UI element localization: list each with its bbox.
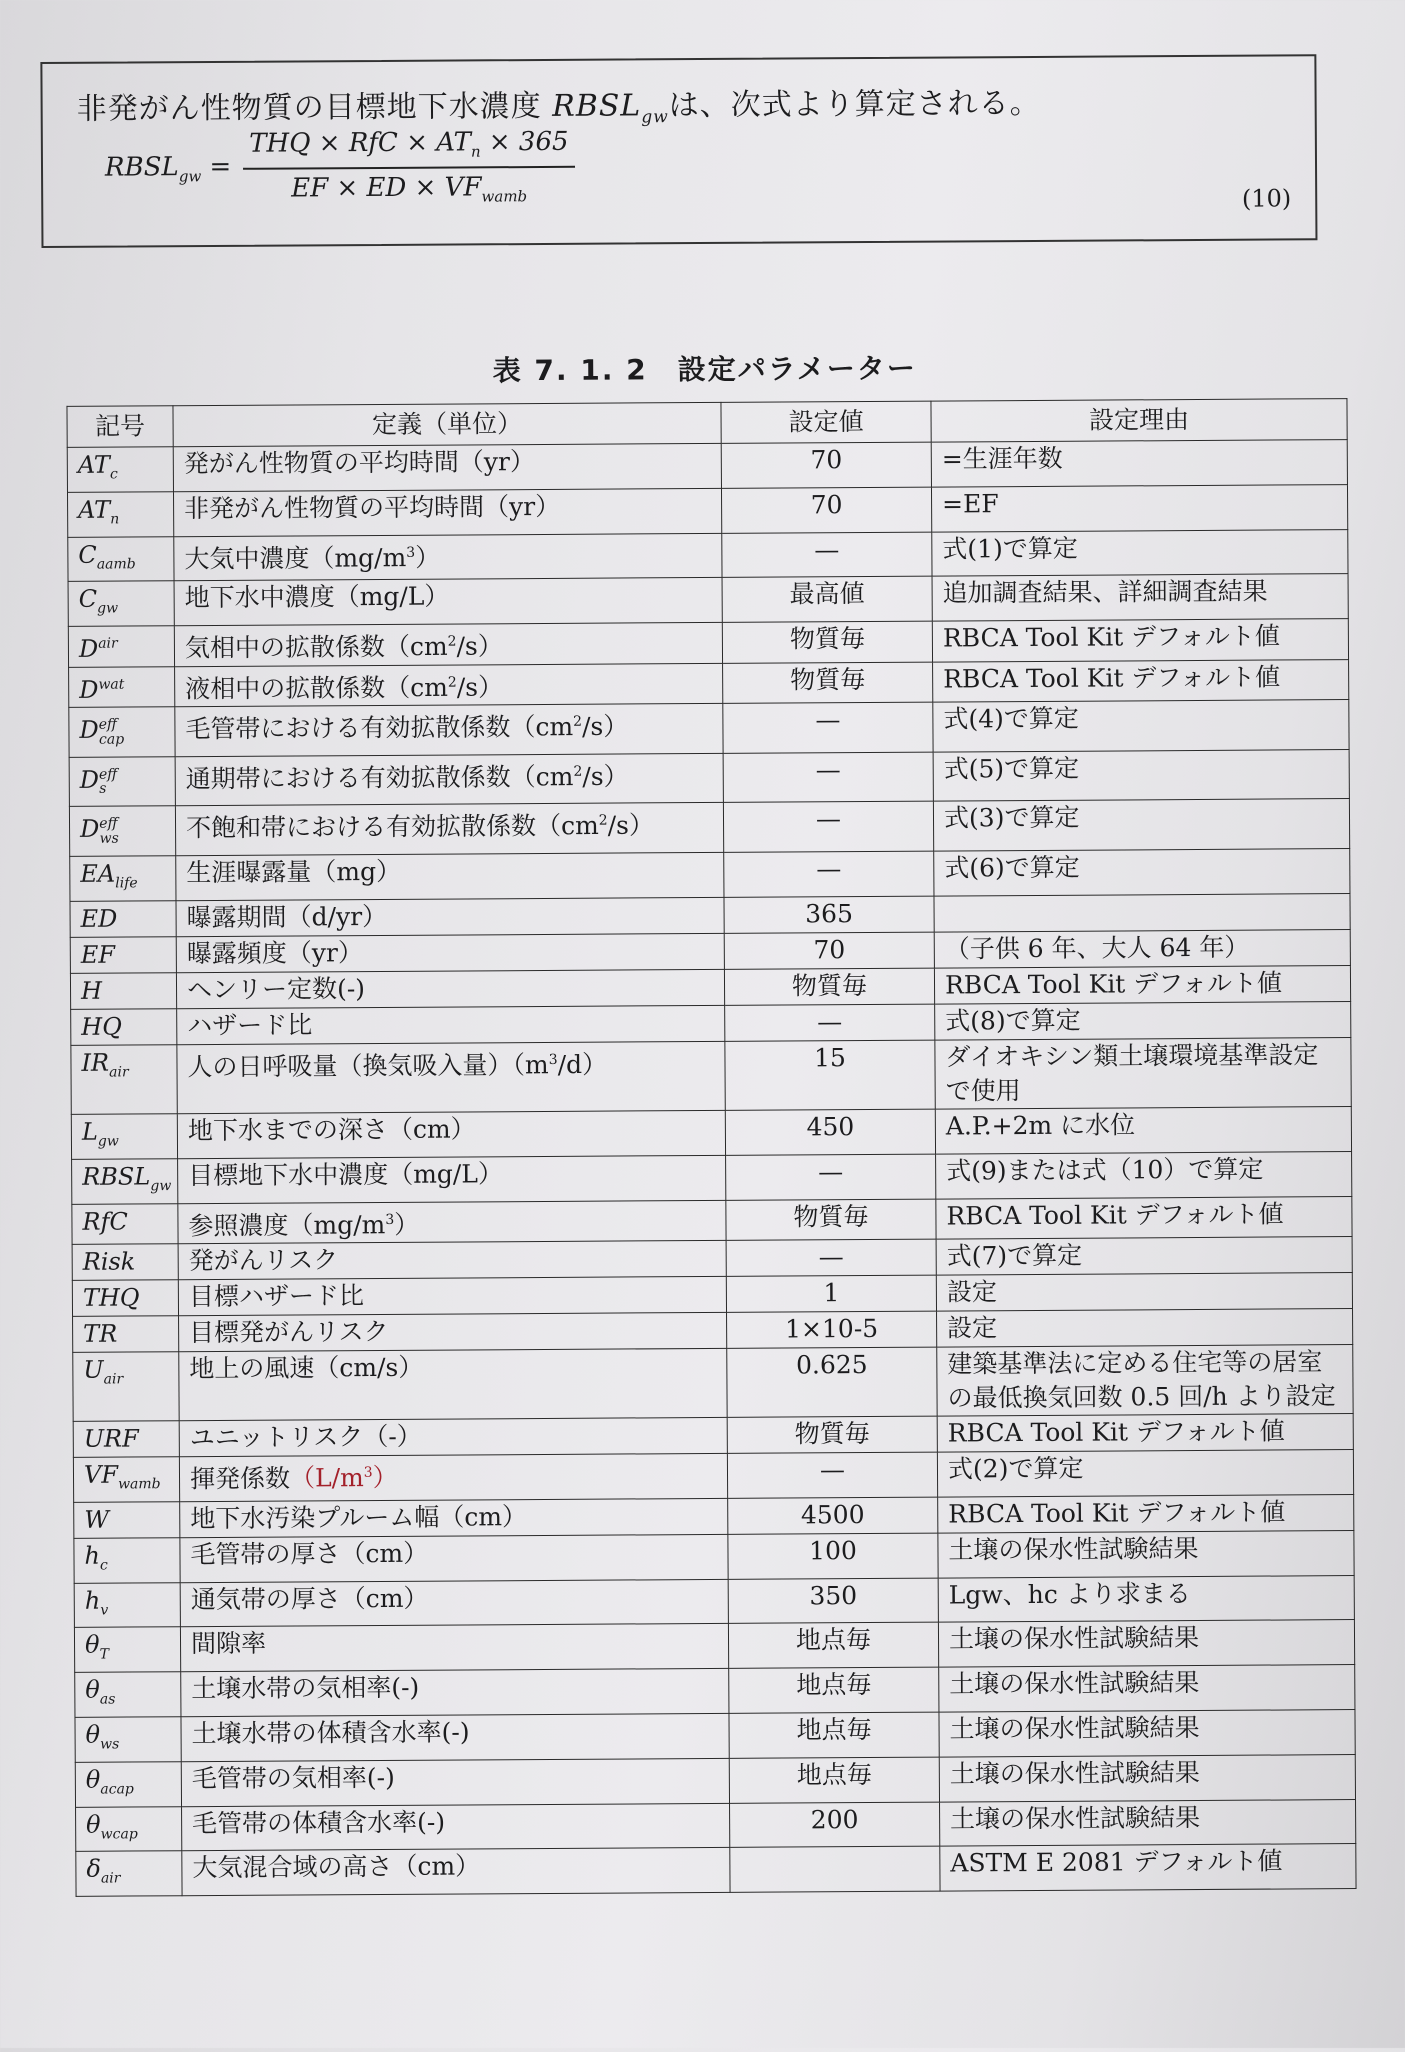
cell-value: 物質毎: [723, 662, 933, 704]
cell-definition: 毛管帯の厚さ（cm）: [180, 1534, 728, 1582]
cell-reason: RBCA Tool Kit デフォルト値: [933, 659, 1349, 702]
cell-value: 15: [725, 1040, 935, 1110]
cell-definition: 揮発係数$(L/m^3)$: [179, 1453, 727, 1501]
table-row: [73, 1345, 1353, 1422]
cell-definition: 目標地下水中濃度（mg/L）: [178, 1155, 726, 1203]
cell-value: 365: [724, 896, 934, 933]
table-row: [71, 1038, 1351, 1115]
cell-reason: 式(8)で算定: [935, 1002, 1351, 1041]
cell-value: 物質毎: [727, 1416, 937, 1453]
cell-value: 物質毎: [722, 621, 932, 663]
table-row: [75, 1754, 1355, 1807]
formula-denominator: EF × ED × $VF_{wamb}$: [291, 172, 528, 206]
table-row: [76, 1799, 1356, 1852]
cell-value: 物質毎: [724, 968, 934, 1005]
cell-symbol: $\theta_{ws}$: [75, 1717, 181, 1762]
cell-reason: 式(2)で算定: [937, 1450, 1353, 1497]
cell-value: 0.625: [727, 1347, 937, 1417]
cell-value: 1×10-5: [727, 1311, 937, 1348]
cell-value: 地点毎: [728, 1622, 938, 1668]
cell-symbol: $AT_c$: [67, 447, 173, 492]
formula-intro-suffix: は、次式より算定される。: [668, 85, 1041, 124]
table-row: [74, 1530, 1354, 1583]
header-reason: 設定理由: [931, 399, 1347, 443]
cell-symbol: $EA_{life}$: [70, 856, 176, 901]
cell-definition: 地下水汚染プルーム幅（cm）: [180, 1498, 728, 1537]
equation-number: (10): [1241, 184, 1292, 213]
cell-definition: ユニットリスク（-）: [179, 1417, 727, 1456]
cell-value: —: [726, 1154, 936, 1200]
cell-definition: 土壌水帯の体積含水率(-): [181, 1713, 729, 1761]
cell-definition: 液相中の拡散係数$(cm^2/s)$: [175, 663, 723, 707]
cell-symbol: $AT_n$: [67, 492, 173, 537]
red-unit: $(L/m^3)$: [289, 1463, 398, 1493]
cell-symbol: EF: [70, 937, 176, 974]
formula-fraction: [243, 127, 575, 207]
cell-value: —: [723, 702, 933, 753]
cell-definition: 人の日呼吸量（換気吸入量）$(m^3/d)$: [177, 1041, 725, 1113]
formula-lhs: $RBSL_{gw}$ =: [104, 151, 232, 185]
cell-definition: 発がんリスク: [178, 1240, 726, 1279]
cell-reason: 設定: [937, 1309, 1353, 1348]
formula-intro-prefix: 非発がん性物質の目標地下水濃度: [76, 88, 553, 127]
table-title: 表 7. 1. 2 設定パラメーター: [492, 351, 917, 388]
table-row: [69, 799, 1349, 857]
parameter-table: [66, 398, 1356, 1897]
table-row: [75, 1709, 1355, 1762]
cell-symbol: W: [74, 1501, 180, 1538]
cell-symbol: $h_c$: [74, 1537, 180, 1582]
cell-reason: 式(9)または式（10）で算定: [936, 1151, 1352, 1198]
cell-value: —: [727, 1452, 937, 1498]
cell-symbol: $VF_{wamb}$: [73, 1457, 179, 1502]
cell-reason: [934, 894, 1350, 933]
cell-reason: ダイオキシン類土壌環境基準設定で使用: [935, 1038, 1351, 1110]
cell-symbol: $\theta_{acap}$: [75, 1761, 181, 1806]
cell-symbol: $h_v$: [74, 1582, 180, 1627]
table-row: [68, 529, 1348, 582]
cell-definition: 大気中濃度$(mg/m^3)$: [174, 533, 722, 581]
cell-value: 物質毎: [726, 1199, 936, 1241]
cell-value: 70: [721, 487, 931, 533]
cell-definition: 通期帯における有効拡散係数$(cm^2/s)$: [175, 753, 723, 806]
cell-reason: 土壌の保水性試験結果: [940, 1799, 1356, 1846]
cell-reason: ASTM E 2081 デフォルト値: [940, 1844, 1356, 1891]
cell-value: 70: [721, 442, 931, 488]
cell-reason: 式(6)で算定: [934, 849, 1350, 896]
table-row: [68, 574, 1348, 627]
formula-intro: [77, 78, 1041, 131]
cell-reason: 式(7)で算定: [936, 1237, 1352, 1276]
cell-symbol: $D^{eff}_{ws}$: [69, 806, 175, 856]
cell-definition: 非発がん性物質の平均時間（yr）: [173, 488, 721, 536]
cell-value: 200: [730, 1802, 940, 1848]
cell-symbol: $D^{wat}$: [69, 666, 175, 707]
cell-reason: 土壌の保水性試験結果: [938, 1620, 1354, 1667]
cell-reason: RBCA Tool Kit デフォルト値: [936, 1196, 1352, 1239]
cell-definition: 不飽和帯における有効拡散係数$(cm^2/s)$: [175, 803, 723, 856]
cell-reason: RBCA Tool Kit デフォルト値: [934, 966, 1350, 1005]
table-row: [67, 440, 1347, 493]
cell-definition: ヘンリー定数(-): [176, 969, 724, 1008]
cell-definition: 地下水中濃度（mg/L）: [174, 578, 722, 626]
cell-value: 地点毎: [729, 1757, 939, 1803]
cell-value: 地点毎: [729, 1667, 939, 1713]
cell-symbol: $\theta_{as}$: [75, 1672, 181, 1717]
cell-value: —: [725, 1004, 935, 1041]
cell-definition: 目標ハザード比: [178, 1276, 726, 1315]
cell-value: —: [724, 851, 934, 897]
cell-symbol: $\theta_{wcap}$: [76, 1806, 182, 1851]
cell-value: 100: [728, 1533, 938, 1579]
table-row: [73, 1450, 1353, 1503]
table-row: [72, 1151, 1352, 1204]
cell-reason: =生涯年数: [931, 440, 1347, 487]
cell-definition: 通気帯の厚さ（cm）: [180, 1579, 728, 1627]
table-row: [74, 1620, 1354, 1673]
cell-symbol: $U_{air}$: [73, 1352, 179, 1422]
cell-definition: 地下水までの深さ（cm）: [177, 1110, 725, 1158]
table-row: [76, 1844, 1356, 1897]
cell-value: 450: [725, 1109, 935, 1155]
cell-reason: 式(4)で算定: [933, 699, 1349, 751]
table-row: [69, 699, 1349, 757]
cell-symbol: $RBSL_{gw}$: [72, 1159, 178, 1204]
cell-definition: 毛管帯の気相率(-): [181, 1758, 729, 1806]
cell-symbol: TR: [73, 1316, 179, 1353]
cell-definition: 参照濃度$(mg/m^3)$: [178, 1200, 726, 1244]
cell-value: —: [722, 532, 932, 578]
cell-reason: 土壌の保水性試験結果: [939, 1709, 1355, 1756]
cell-definition: ハザード比: [177, 1005, 725, 1044]
cell-definition: 地上の風速（cm/s）: [179, 1348, 727, 1420]
cell-symbol: $IR_{air}$: [71, 1045, 177, 1115]
cell-definition: 生涯曝露量（mg）: [176, 853, 724, 901]
table-row: [67, 484, 1347, 537]
cell-definition: 発がん性物質の平均時間（yr）: [173, 443, 721, 491]
table-row: [69, 749, 1349, 807]
cell-definition: 間隙率: [180, 1624, 728, 1672]
cell-symbol: URF: [73, 1421, 179, 1458]
cell-reason: 土壌の保水性試験結果: [939, 1665, 1355, 1712]
header-symbol: 記号: [67, 406, 173, 448]
cell-reason: 式(3)で算定: [933, 799, 1349, 851]
cell-reason: =EF: [931, 484, 1347, 531]
cell-symbol: $D^{eff}_s$: [69, 756, 175, 806]
cell-reason: RBCA Tool Kit デフォルト値: [932, 619, 1348, 662]
cell-symbol: Risk: [72, 1244, 178, 1281]
cell-definition: 気相中の拡散係数$(cm^2/s)$: [174, 623, 722, 667]
cell-symbol: RfC: [72, 1203, 178, 1244]
cell-reason: RBCA Tool Kit デフォルト値: [938, 1494, 1354, 1533]
formula-numerator: THQ × RfC × $AT_n \times 365$: [243, 127, 575, 170]
cell-definition: 曝露頻度（yr）: [176, 933, 724, 972]
cell-definition: 大気混合域の高さ（cm）: [182, 1848, 730, 1896]
cell-reason: 土壌の保水性試験結果: [938, 1530, 1354, 1577]
header-value: 設定値: [721, 401, 931, 443]
cell-symbol: $C_{aamb}$: [68, 536, 174, 581]
cell-symbol: ED: [70, 901, 176, 938]
cell-definition: 曝露期間（d/yr）: [176, 897, 724, 936]
cell-reason: （子供 6 年、大人 64 年）: [934, 930, 1350, 969]
cell-reason: Lgw、hc より求まる: [938, 1575, 1354, 1622]
cell-definition: 土壌水帯の気相率(-): [181, 1669, 729, 1717]
cell-reason: 追加調査結果、詳細調査結果: [932, 574, 1348, 621]
table-row: [71, 1107, 1351, 1160]
cell-symbol: THQ: [72, 1280, 178, 1317]
cell-value: —: [723, 752, 933, 803]
cell-definition: 毛管帯における有効拡散係数$(cm^2/s)$: [175, 703, 723, 756]
table-row: [75, 1665, 1355, 1718]
cell-symbol: HQ: [71, 1009, 177, 1046]
cell-symbol: H: [70, 973, 176, 1010]
cell-value: 350: [728, 1578, 938, 1624]
cell-value: 70: [724, 932, 934, 969]
cell-symbol: $L_{gw}$: [71, 1114, 177, 1159]
cell-value: 4500: [728, 1497, 938, 1534]
cell-symbol: $D^{air}$: [68, 626, 174, 667]
table-body: [67, 440, 1356, 1897]
cell-value: 1: [726, 1275, 936, 1312]
cell-reason: 式(5)で算定: [933, 749, 1349, 801]
formula-intro-symbol-sub: gw: [641, 107, 669, 128]
cell-value: —: [726, 1239, 936, 1276]
table-row: [74, 1575, 1354, 1628]
table-row: [70, 849, 1350, 902]
formula-box: [40, 54, 1317, 248]
cell-value: [730, 1846, 940, 1892]
cell-reason: 式(1)で算定: [932, 529, 1348, 576]
cell-symbol: $\theta_T$: [74, 1627, 180, 1672]
formula-intro-symbol: RBSL: [552, 88, 642, 124]
cell-reason: 設定: [936, 1273, 1352, 1312]
cell-symbol: $C_{gw}$: [68, 581, 174, 626]
cell-value: 最高値: [722, 576, 932, 622]
cell-symbol: $\delta_{air}$: [76, 1851, 182, 1896]
cell-reason: 建築基準法に定める住宅等の居室の最低換気回数 0.5 回/h より設定: [937, 1345, 1353, 1417]
formula-equation: [105, 127, 575, 208]
cell-symbol: $D^{eff}_{cap}$: [69, 707, 175, 757]
cell-reason: 土壌の保水性試験結果: [939, 1754, 1355, 1801]
cell-definition: 毛管帯の体積含水率(-): [182, 1803, 730, 1851]
header-definition: 定義（単位）: [173, 402, 721, 446]
cell-value: —: [723, 802, 933, 853]
cell-reason: A.P.+2m に水位: [935, 1107, 1351, 1154]
cell-definition: 目標発がんリスク: [179, 1312, 727, 1351]
cell-value: 地点毎: [729, 1712, 939, 1758]
cell-reason: RBCA Tool Kit デフォルト値: [937, 1414, 1353, 1453]
